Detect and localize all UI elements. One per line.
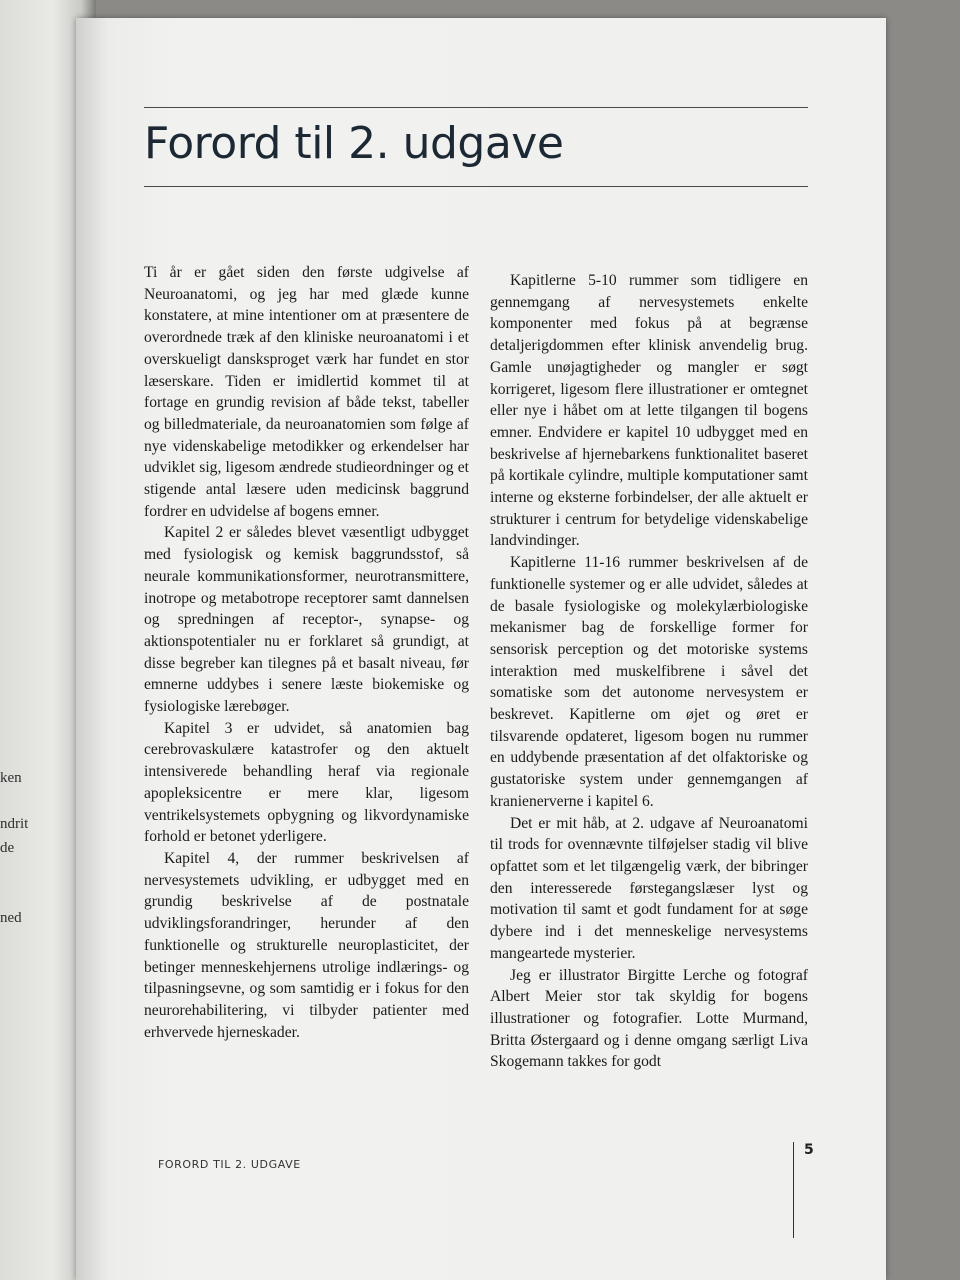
page-number: 5 — [804, 1142, 814, 1158]
running-footer: FORORD TIL 2. UDGAVE — [158, 1158, 301, 1171]
left-page-fragment: ken — [0, 770, 22, 786]
text-column-right — [490, 270, 808, 1073]
left-page-fragment: de — [0, 840, 15, 856]
page-title: Forord til 2. udgave — [144, 118, 564, 169]
paragraph: Kapitlerne 5-10 rummer som tidligere en gennemgang af nervesystemets enkelte komponenter med fokus på at begrænse detaljerigdommen efter klinisk anvendelig brug. Gamle unøjagtigheder og mangler er søgt korrigeret, ligesom flere illustrationer er omtegnet eller nye i håbet om at lette tilgangen til bogens emner. Endvidere er kapitel 10 udbygget med en beskrivelse af hjernebarkens funktionalitet baseret på kortikale cylindre, multiple komputationer samt interne og eksterne forbindelser, der alle aktuelt er strukturer i centrum for betydelige videnskabelige landvindinger. — [490, 272, 808, 550]
paragraph: Ti år er gået siden den første udgivelse af Neuroanatomi, og jeg har med glæde kunne konstatere, at mine intentioner om at præsentere de overordnede træk af den kliniske neuroanatomi i et overskueligt dansksproget værk har fundet en stor læserskare. Tiden er imidlertid kommet til at fortage en grundig revision af både tekst, tabeller og billedmateriale, da neuroanatomien som følge af nye videnskabelige metodikker og erkendelser har udviklet sig, ligesom ændrede studieordninger og et stigende antal læsere uden medicinsk baggrund fordrer en udvidelse af bogens emner. — [144, 264, 469, 520]
heading-top-rule — [144, 107, 808, 108]
paragraph: Det er mit håb, at 2. udgave af Neuroanatomi til trods for ovennævnte tilføjelser stadig vil blive opfattet som et let tilgængelig værk, der bibringer den interesserede førstegangslæser lyst og motivation til samt et godt fundament for at søge dybere ind i det menneskelige nervesystems mangeartede mysterier. — [490, 814, 808, 962]
left-page-fragment: ndrit — [0, 816, 29, 832]
heading-bottom-rule — [144, 186, 808, 187]
footer-vertical-rule — [793, 1142, 794, 1238]
paragraph: Kapitel 4, der rummer beskrivelsen af nervesystemets udvikling, er udbygget med en grundig beskrivelse af de postnatale udviklingsforandringer, herunder af den funktionelle og strukturelle neuroplasticitet, der betinger menneskehjernens utrolige indlærings- og tilpasningsevne, og som samtidig er i fokus for den neurorehabilitering, vi tilbyder patienter med erhvervede hjerneskader. — [144, 849, 469, 1041]
left-page-fragment: ned — [0, 910, 22, 926]
paragraph: Jeg er illustrator Birgitte Lerche og fotograf Albert Meier stor tak skyldig for bogens illustrationer og fotografier. Lotte Murmand, Britta Østergaard og i denne omgang særligt Liva Skogemann takkes for godt — [490, 966, 808, 1071]
paragraph: Kapitel 3 er udvidet, så anatomien bag cerebrovaskulære katastrofer og den aktuelt intensiverede behandling heraf via regionale apopleksicentre er mere klar, ligesom ventrikelsystemets opbygning og likvordynamiske forhold er betonet yderligere. — [144, 719, 469, 846]
text-column-left — [144, 262, 469, 1043]
paragraph: Kapitlerne 11-16 rummer beskrivelsen af de funktionelle systemer og er alle udvidet, således at de basale fysiologiske og molekylærbiologiske mekanismer bag de forskellige former for sensorisk perception og det motoriske systems interaktion med muskelfibrene i såvel det somatiske som det autonome nervesystem er beskrevet. Kapitlerne om øjet og øret er tilsvarende opdateret, ligesom bogen nu rummer en uddybende præsentation af det olfaktoriske og gustatoriske system under gennemgangen af kranienerverne i kapitel 6. — [490, 554, 808, 810]
paragraph: Kapitel 2 er således blevet væsentligt udbygget med fysiologisk og kemisk baggrundsstof, så neurale kommunikationsformer, neurotransmittere, inotrope og metabotrope receptorer samt dannelsen og spredningen af receptor-, synapse- og aktionspotentialer nu er forklaret så grundigt, at disse begreber kan tilegnes på et basalt niveau, før emnerne uddybes i senere læste biokemiske og fysiologiske lærebøger. — [144, 524, 469, 716]
